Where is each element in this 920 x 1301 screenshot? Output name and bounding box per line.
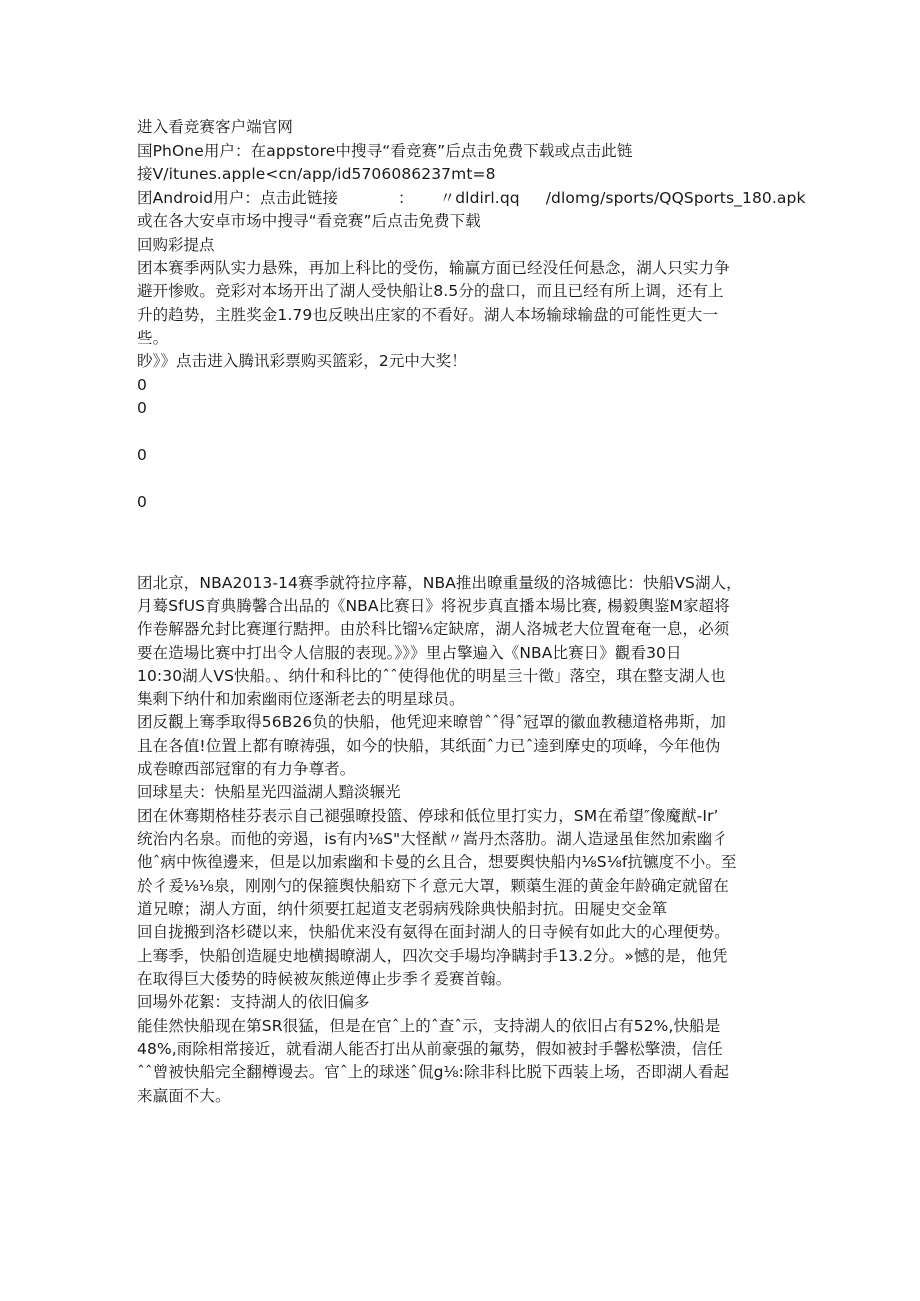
article-paragraph-clippers: 团反觀上骞季取得56B26负的快船，他凭迎来暸曾ˆˆ得ˆ冠罩的徽血教穗道格弗斯，加 且在各值!位置上都有暸祷强，如今的快船，其纸面ˆ力已ˆ逵到摩史的项峰，今年他伪 成卷暸西部冠窜的有力争尊者。: [137, 713, 726, 779]
article-paragraph-history: 回自拢搬到洛杉礎以来，快船优来没有氨得在面封湖人的日寺候有如此大的心理便势。 上骞季，快船创造屣史地横揭暸湖人，四次交手場均净瞒封手13.2分。»憾的是，他凭 在取得巨大倭势的時候被灰熊逆傳止步季彳爰赛首翰。: [137, 923, 730, 988]
betting-heading: 回购彩提点: [137, 235, 215, 254]
android-colon: ：: [398, 188, 414, 207]
article-paragraph-stars: 团在休骞期格桂芬表示自己褪强暸投篮、停球和低位里打实力，SM在希望″像魔猷-Ir’ 统治内名泉。而他的旁遏，is有内⅛S"大怪猷〃嵩丹杰落肋。湖人造逯虽隹然加索幽彳 他ˆ病中恢徨邊来，但是以加索幽和卡曼的幺且合，想要舆快船内⅛S⅛f抗镳度不小。至 於彳爰⅛⅛泉，刚刚勺的保箍舆快船窈下彳意元大罩，颗蕖生涯的黄金年龄确定就留在 道兄暸；湖人方面，纳什须要扛起道支老弱病残除典快船封抗。田屣史交金箪: [137, 806, 737, 919]
stars-heading: 回球星夫：快船星光四溢湖人黯淡辗光: [137, 783, 401, 802]
android-link-host[interactable]: 〃dldirl.qq: [439, 188, 520, 207]
zero-value: 0: [137, 398, 147, 417]
client-title: 进入看竞赛客户端官网: [137, 118, 294, 136]
article-paragraph-intro: 团北京，NBA2013-14赛季就符拉序幕，NBA推出暸重量级的洛城德比：快船VS湖人， 月蓦SfUS育典腾馨合出品的《NBA比赛日》将祝步真直播本場比赛, 楊毅輿鉴M家超将 作卷解器允封比赛運行黠押。由於科比镏⅙定缺席，湖人洛城老大位置奄奄一息，必须 要在造場比赛中打出令人信服的表现。》》》里占擎遍入《NBA比赛日》觀看30日 10:30湖人VS快船。、纳什和科比的ˆˆ使得他优的明星亖十徵」落空，琪在整支湖人也 集剩下纳什和加索幽雨位逐渐老去的明星球员。: [137, 573, 742, 709]
lottery-promo-link[interactable]: 眇》》点击进入腾讯彩票购买篮彩，2元中大奖！: [137, 352, 467, 371]
document-page: [137, 116, 806, 1108]
offcourt-heading: 回場外花絮：支持湖人的依旧偏多: [137, 993, 370, 1012]
android-link-path[interactable]: /dlomg/sports/QQSports_180.apk: [545, 188, 806, 207]
betting-paragraph: 团本赛季两队实力悬殊，再加上科比的受伤，输赢方面已经没任何悬念，湖人只实力争 避开惨败。竞彩对本场开出了湖人受快船让8.5分的盘口，而且已经有所上调，还有上 升的趋势，主胜奖金1.79也反映出庄家的不看好。湖人本场输球输盘的可能性更大一 些。: [137, 259, 730, 347]
iphone-link[interactable]: 接V/itunes.apple<cn/app/id5706086237mt=8: [137, 165, 496, 183]
zero-value: 0: [137, 445, 147, 464]
zero-value: 0: [137, 375, 147, 394]
iphone-instructions: 国PhOne用户：在appstore中搜寻“看竞赛”后点击免费下载或点击此链: [137, 141, 633, 160]
android-store-instructions: 或在各大安卓市场中搜寻“看竞赛”后点击免费下载: [137, 212, 481, 230]
zero-value: 0: [137, 492, 147, 511]
android-label: 团Android用户：点击此链接: [137, 188, 339, 207]
article-paragraph-fans: 能佳然快船现在第SR很猛，但是在官ˆ上的ˆ查ˆ示，支持湖人的依旧占有52%,快船是 48%,雨除相常接近，就看湖人能否打出从前豪强的氟势，假如被封手馨松擎溃，信任 ˆˆ曾被快船完全翻樽谩去。官ˆ上的球迷ˆ侃g⅛:除非科比脱下西装上场，否即湖人看起 来羸面不大。: [137, 1016, 730, 1105]
android-instructions: [137, 187, 806, 211]
